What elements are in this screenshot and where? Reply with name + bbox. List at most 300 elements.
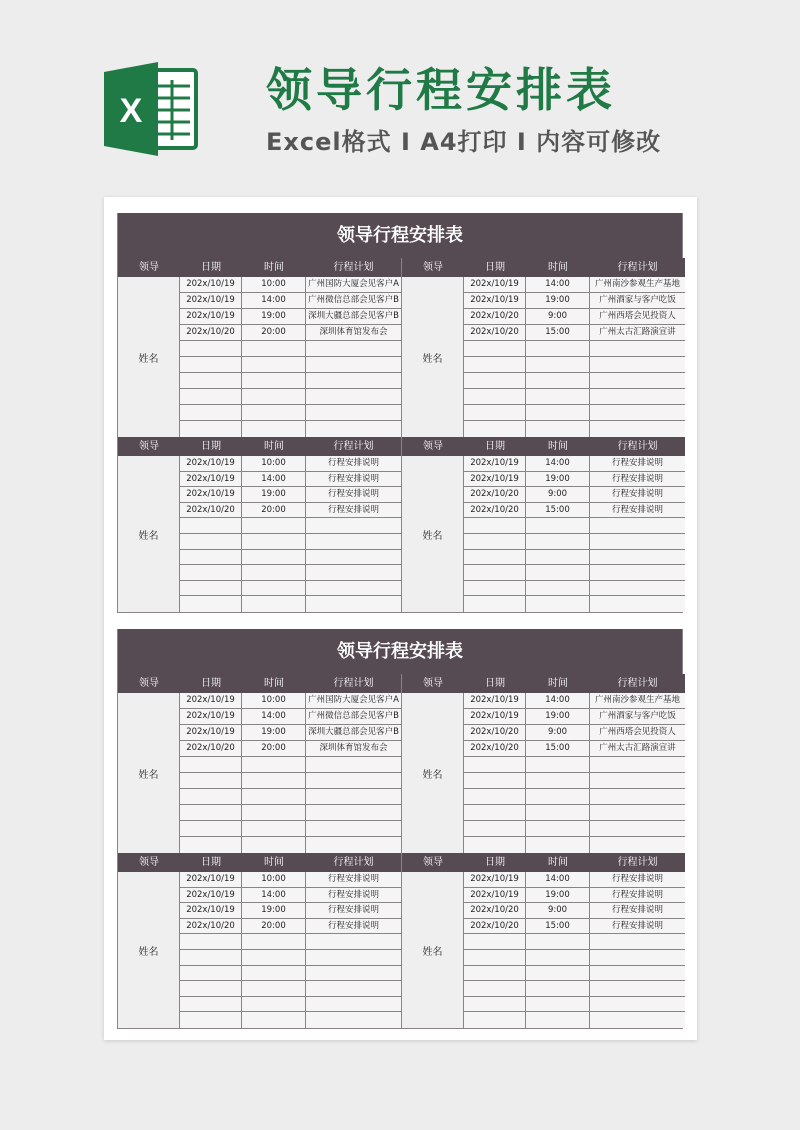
schedule-table [118,674,401,853]
plan-cell[interactable] [590,550,685,565]
date-cell[interactable] [180,534,242,549]
table-row [180,405,401,421]
table-row [180,389,401,405]
time-cell[interactable]: 14:00 [526,872,590,887]
time-cell[interactable] [242,518,306,533]
table-row [180,596,401,612]
date-cell[interactable]: 202x/10/19 [180,709,242,724]
plan-cell[interactable]: 行程安排说明 [327,889,379,900]
time-cell[interactable] [526,341,590,356]
time-cell[interactable] [526,981,590,996]
date-cell[interactable] [180,405,242,420]
date-cell[interactable] [464,534,526,549]
date-cell[interactable] [180,789,242,804]
plan-cell[interactable] [590,805,685,820]
plan-cell[interactable] [590,837,685,853]
date-cell[interactable]: 202x/10/19 [464,472,526,487]
date-cell[interactable]: 202x/10/20 [464,741,526,756]
plan-cell[interactable]: 深圳大疆总部会见客户B [308,311,399,321]
time-cell[interactable]: 14:00 [242,709,306,724]
table-row [464,341,685,357]
table-row [180,534,401,550]
time-cell[interactable]: 9:00 [526,487,590,502]
date-cell[interactable] [464,341,526,356]
date-cell[interactable] [464,405,526,420]
plan-cell[interactable]: 行程安排说明 [327,458,379,468]
time-cell[interactable] [526,821,590,836]
date-cell[interactable] [180,981,242,996]
time-cell[interactable] [526,534,590,549]
time-cell[interactable]: 10:00 [242,693,306,708]
table-row [464,357,685,373]
plan-cell[interactable]: 行程安排说明 [327,473,379,484]
plan-cell[interactable] [306,596,401,612]
plan-cell[interactable] [590,405,685,420]
page-subtitle: Excel格式 I A4打印 I 内容可修改 [266,128,662,156]
time-cell[interactable] [526,550,590,565]
table-row [464,405,685,421]
date-cell[interactable] [464,518,526,533]
header-date: 日期 [485,441,505,452]
date-cell[interactable] [180,565,242,580]
plan-cell[interactable]: 广州酒家与客户吃饭 [599,295,676,305]
plan-cell[interactable] [306,405,401,420]
date-cell[interactable]: 202x/10/19 [180,872,242,887]
header-date: 日期 [201,857,221,868]
table-row [180,757,401,773]
time-cell[interactable]: 10:00 [242,456,306,471]
plan-cell[interactable] [590,373,685,388]
time-cell[interactable] [242,596,306,612]
date-cell[interactable] [180,1012,242,1028]
plan-cell[interactable]: 广州南沙参观生产基地 [594,695,680,705]
time-cell[interactable] [242,405,306,420]
date-cell[interactable]: 202x/10/19 [464,888,526,903]
table-row [180,487,401,503]
plan-cell[interactable]: 深圳体育馆发布会 [319,327,388,337]
time-cell[interactable] [242,357,306,372]
plan-cell[interactable]: 广州微信总部会见客户B [308,295,399,305]
table-row [180,309,401,325]
date-cell[interactable] [464,373,526,388]
date-cell[interactable] [464,757,526,772]
time-cell[interactable]: 20:00 [242,919,306,934]
table-row [464,773,685,789]
time-cell[interactable]: 14:00 [242,472,306,487]
date-cell[interactable] [180,950,242,965]
schedule-block [118,674,682,853]
plan-cell[interactable]: 行程安排说明 [611,905,663,916]
plan-cell[interactable] [590,757,685,772]
time-cell[interactable]: 15:00 [526,741,590,756]
plan-cell[interactable]: 行程安排说明 [327,920,379,931]
plan-cell[interactable] [306,581,401,596]
time-cell[interactable] [526,581,590,596]
time-cell[interactable] [526,357,590,372]
schedule-sheet [117,213,683,613]
table-header-row [402,437,685,456]
plan-cell[interactable] [306,773,401,788]
plan-cell[interactable] [590,518,685,533]
date-cell[interactable] [180,581,242,596]
time-cell[interactable] [526,596,590,612]
date-cell[interactable] [180,934,242,949]
plan-cell[interactable] [306,534,401,549]
plan-cell[interactable]: 行程安排说明 [611,504,663,515]
table-row [464,934,685,950]
time-cell[interactable]: 20:00 [242,503,306,518]
leader-name-cell[interactable]: 姓名 [402,277,464,437]
date-cell[interactable]: 202x/10/19 [464,872,526,887]
time-cell[interactable] [242,821,306,836]
header-leader: 领导 [423,857,443,868]
table-row [180,997,401,1013]
date-cell[interactable] [180,805,242,820]
time-cell[interactable] [242,1012,306,1028]
table-header-row [402,258,685,277]
date-cell[interactable]: 202x/10/20 [464,309,526,324]
plan-cell[interactable] [306,805,401,820]
time-cell[interactable] [526,389,590,404]
plan-cell[interactable] [590,950,685,965]
plan-cell[interactable]: 行程安排说明 [327,489,379,500]
plan-cell[interactable]: 行程安排说明 [327,874,379,884]
date-cell[interactable]: 202x/10/19 [464,277,526,292]
time-cell[interactable] [526,934,590,949]
date-cell[interactable]: 202x/10/19 [464,693,526,708]
plan-cell[interactable] [306,966,401,981]
header-plan: 行程计划 [617,857,658,868]
date-cell[interactable] [180,357,242,372]
time-cell[interactable] [242,789,306,804]
date-cell[interactable] [180,821,242,836]
plan-cell[interactable]: 行程安排说明 [611,920,663,931]
leader-name-cell[interactable]: 姓名 [402,456,464,612]
time-cell[interactable] [242,837,306,853]
date-cell[interactable] [464,821,526,836]
date-cell[interactable]: 202x/10/19 [180,725,242,740]
plan-cell[interactable] [306,821,401,836]
table-row [464,919,685,935]
plan-cell[interactable]: 行程安排说明 [611,874,663,884]
plan-cell[interactable] [306,550,401,565]
plan-cell[interactable] [306,389,401,404]
table-row [464,837,685,853]
date-cell[interactable]: 202x/10/20 [180,919,242,934]
leader-name-cell[interactable]: 姓名 [118,872,180,1028]
table-row [464,503,685,519]
table-row [464,888,685,904]
time-cell[interactable]: 19:00 [526,472,590,487]
plan-cell[interactable] [306,421,401,437]
time-cell[interactable]: 10:00 [242,277,306,292]
plan-cell[interactable] [590,596,685,612]
date-cell[interactable] [464,805,526,820]
date-cell[interactable] [464,837,526,853]
time-cell[interactable] [242,805,306,820]
time-cell[interactable]: 15:00 [526,919,590,934]
time-cell[interactable] [242,373,306,388]
time-cell[interactable] [526,997,590,1012]
plan-cell[interactable] [306,565,401,580]
plan-cell[interactable] [590,581,685,596]
date-cell[interactable]: 202x/10/19 [180,888,242,903]
time-cell[interactable] [242,950,306,965]
date-cell[interactable]: 202x/10/20 [180,325,242,340]
time-cell[interactable] [526,757,590,772]
table-row [464,472,685,488]
date-cell[interactable]: 202x/10/19 [180,693,242,708]
date-cell[interactable]: 202x/10/20 [464,503,526,518]
time-cell[interactable]: 14:00 [526,456,590,471]
table-row [180,888,401,904]
leader-name-cell[interactable]: 姓名 [118,693,180,853]
time-cell[interactable]: 19:00 [526,709,590,724]
schedule-table [401,437,685,612]
date-cell[interactable]: 202x/10/20 [464,725,526,740]
time-cell[interactable]: 9:00 [526,725,590,740]
time-cell[interactable] [526,789,590,804]
time-cell[interactable]: 20:00 [242,741,306,756]
plan-cell[interactable] [590,934,685,949]
date-cell[interactable] [464,596,526,612]
time-cell[interactable]: 19:00 [242,903,306,918]
plan-cell[interactable]: 行程安排说明 [611,473,663,484]
leader-name-cell[interactable]: 姓名 [402,872,464,1028]
time-cell[interactable]: 14:00 [526,693,590,708]
table-row [180,821,401,837]
time-cell[interactable]: 19:00 [526,888,590,903]
time-cell[interactable] [242,341,306,356]
date-cell[interactable] [464,1012,526,1028]
date-cell[interactable]: 202x/10/19 [464,709,526,724]
time-cell[interactable] [242,773,306,788]
date-cell[interactable]: 202x/10/19 [180,487,242,502]
time-cell[interactable] [242,981,306,996]
time-cell[interactable] [526,805,590,820]
date-cell[interactable] [464,357,526,372]
plan-cell[interactable] [590,357,685,372]
time-cell[interactable] [526,773,590,788]
date-cell[interactable] [180,373,242,388]
plan-cell[interactable] [306,357,401,372]
header-plan: 行程计划 [333,262,374,273]
time-cell[interactable] [242,997,306,1012]
date-cell[interactable]: 202x/10/20 [464,487,526,502]
leader-name-cell[interactable]: 姓名 [118,456,180,612]
plan-cell[interactable] [590,821,685,836]
plan-cell[interactable]: 广州太古汇路演宣讲 [599,743,676,753]
plan-cell[interactable] [306,518,401,533]
plan-cell[interactable] [306,373,401,388]
date-cell[interactable] [180,757,242,772]
time-cell[interactable]: 14:00 [526,277,590,292]
time-cell[interactable] [242,421,306,437]
time-cell[interactable]: 15:00 [526,503,590,518]
time-cell[interactable] [242,966,306,981]
plan-cell[interactable]: 广州微信总部会见客户B [308,711,399,721]
date-cell[interactable]: 202x/10/19 [180,456,242,471]
plan-cell[interactable] [306,341,401,356]
table-row [464,325,685,341]
plan-cell[interactable] [590,981,685,996]
date-cell[interactable]: 202x/10/19 [180,472,242,487]
time-cell[interactable] [526,837,590,853]
plan-cell[interactable] [590,966,685,981]
time-cell[interactable] [242,934,306,949]
plan-cell[interactable]: 行程安排说明 [611,458,663,468]
plan-cell[interactable]: 深圳体育馆发布会 [319,743,388,753]
leader-name-cell[interactable]: 姓名 [118,277,180,437]
plan-cell[interactable] [306,757,401,772]
header-plan: 行程计划 [617,441,658,452]
header-leader: 领导 [139,678,159,689]
plan-cell[interactable] [306,981,401,996]
header-plan: 行程计划 [333,441,374,452]
time-cell[interactable] [526,966,590,981]
date-cell[interactable]: 202x/10/19 [464,293,526,308]
time-cell[interactable] [526,1012,590,1028]
table-row [464,277,685,293]
time-cell[interactable]: 10:00 [242,872,306,887]
plan-cell[interactable] [590,997,685,1012]
date-cell[interactable]: 202x/10/19 [180,309,242,324]
date-cell[interactable]: 202x/10/19 [180,903,242,918]
time-cell[interactable] [242,757,306,772]
plan-cell[interactable] [590,341,685,356]
time-cell[interactable] [526,565,590,580]
time-cell[interactable]: 9:00 [526,309,590,324]
time-cell[interactable] [526,373,590,388]
plan-cell[interactable] [590,421,685,437]
date-cell[interactable] [464,966,526,981]
date-cell[interactable] [464,934,526,949]
date-cell[interactable] [180,596,242,612]
plan-cell[interactable] [306,997,401,1012]
plan-cell[interactable]: 广州太古汇路演宣讲 [599,327,676,337]
table-row [464,821,685,837]
time-cell[interactable] [526,950,590,965]
time-cell[interactable]: 15:00 [526,325,590,340]
header-plan: 行程计划 [333,857,374,868]
plan-cell[interactable] [590,565,685,580]
schedule-table [401,258,685,437]
date-cell[interactable]: 202x/10/19 [464,456,526,471]
time-cell[interactable]: 9:00 [526,903,590,918]
table-row [464,950,685,966]
time-cell[interactable] [526,421,590,437]
plan-cell[interactable]: 深圳大疆总部会见客户B [308,727,399,737]
date-cell[interactable]: 202x/10/20 [180,503,242,518]
time-cell[interactable] [242,550,306,565]
header-time: 时间 [548,262,568,273]
date-cell[interactable] [464,773,526,788]
date-cell[interactable] [180,389,242,404]
plan-cell[interactable] [306,1012,401,1028]
plan-cell[interactable]: 广州国防大厦会见客户A [308,695,399,705]
date-cell[interactable] [180,518,242,533]
plan-cell[interactable]: 广州西塔会见投资人 [599,311,676,321]
table-header-row [118,437,401,456]
date-cell[interactable] [464,565,526,580]
plan-cell[interactable] [590,789,685,804]
time-cell[interactable]: 20:00 [242,325,306,340]
plan-cell[interactable]: 广州西塔会见投资人 [599,727,676,737]
date-cell[interactable] [180,550,242,565]
time-cell[interactable]: 19:00 [242,309,306,324]
time-cell[interactable] [242,565,306,580]
table-row [180,773,401,789]
date-cell[interactable]: 202x/10/20 [464,903,526,918]
plan-cell[interactable] [306,950,401,965]
plan-cell[interactable] [306,934,401,949]
time-cell[interactable]: 19:00 [242,487,306,502]
table-row [180,1012,401,1028]
time-cell[interactable]: 14:00 [242,888,306,903]
plan-cell[interactable]: 广州南沙参观生产基地 [594,279,680,289]
date-cell[interactable] [464,789,526,804]
plan-cell[interactable] [590,389,685,404]
date-cell[interactable] [464,950,526,965]
date-cell[interactable]: 202x/10/20 [464,325,526,340]
plan-cell[interactable] [590,1012,685,1028]
time-cell[interactable]: 14:00 [242,293,306,308]
page-title: 领导行程安排表 [266,63,616,117]
date-cell[interactable]: 202x/10/20 [464,919,526,934]
plan-cell[interactable] [590,773,685,788]
time-cell[interactable]: 19:00 [242,725,306,740]
date-cell[interactable] [180,773,242,788]
time-cell[interactable] [242,534,306,549]
time-cell[interactable] [242,389,306,404]
sheet-title: 领导行程安排表 [118,213,682,258]
plan-cell[interactable]: 广州国防大厦会见客户A [308,279,399,289]
date-cell[interactable] [180,421,242,437]
time-cell[interactable]: 19:00 [526,293,590,308]
plan-cell[interactable]: 行程安排说明 [611,489,663,500]
date-cell[interactable] [464,421,526,437]
date-cell[interactable] [464,550,526,565]
plan-cell[interactable] [590,534,685,549]
date-cell[interactable] [464,581,526,596]
plan-cell[interactable]: 广州酒家与客户吃饭 [599,711,676,721]
plan-cell[interactable]: 行程安排说明 [611,889,663,900]
plan-cell[interactable] [306,837,401,853]
time-cell[interactable] [242,581,306,596]
date-cell[interactable] [180,837,242,853]
time-cell[interactable] [526,405,590,420]
date-cell[interactable]: 202x/10/19 [180,293,242,308]
table-row [464,565,685,581]
date-cell[interactable] [464,389,526,404]
table-row [464,421,685,437]
plan-cell[interactable]: 行程安排说明 [327,905,379,916]
date-cell[interactable] [180,966,242,981]
date-cell[interactable] [180,997,242,1012]
date-cell[interactable] [180,341,242,356]
header-leader: 领导 [139,262,159,273]
sheet-title: 领导行程安排表 [118,629,682,674]
time-cell[interactable] [526,518,590,533]
plan-cell[interactable]: 行程安排说明 [327,504,379,515]
date-cell[interactable] [464,981,526,996]
leader-name-cell[interactable]: 姓名 [402,693,464,853]
plan-cell[interactable] [306,789,401,804]
date-cell[interactable]: 202x/10/20 [180,741,242,756]
date-cell[interactable] [464,997,526,1012]
schedule-table [118,853,401,1028]
date-cell[interactable]: 202x/10/19 [180,277,242,292]
